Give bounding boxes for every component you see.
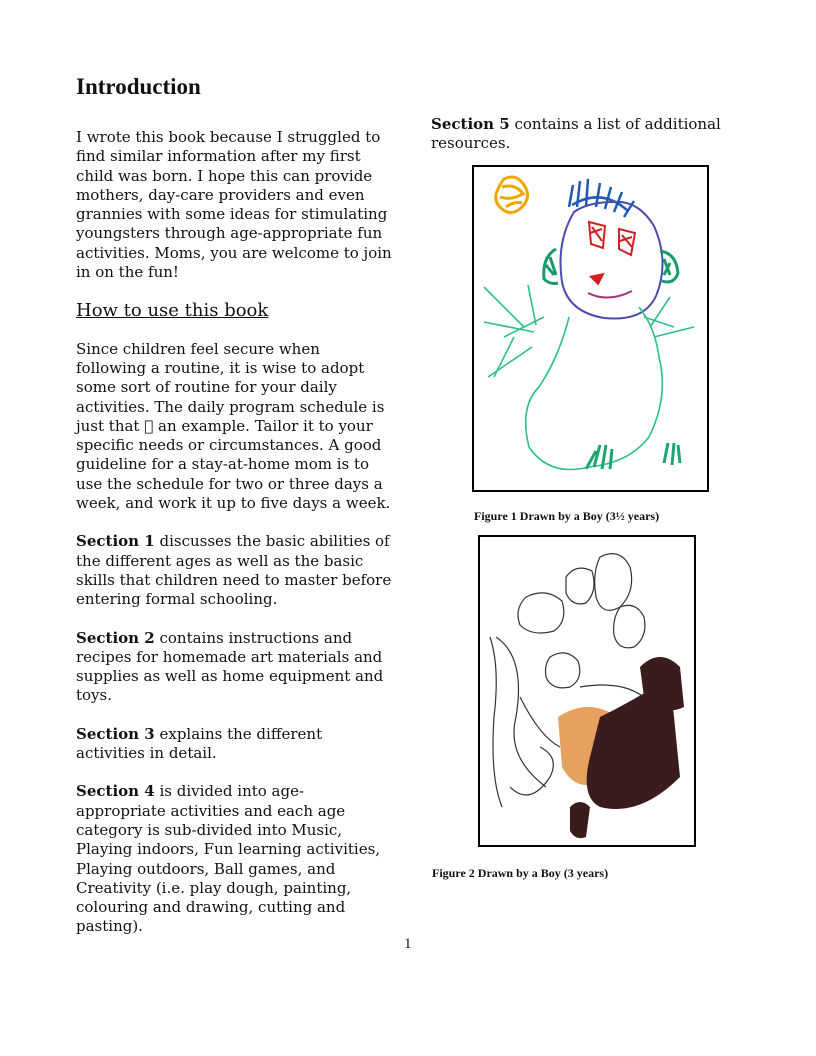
figure-2-illustration <box>480 537 694 845</box>
section-3-paragraph <box>76 725 392 764</box>
section-1-text: discusses the basic abilities of the different ages as well as the basic skills that children need to master before entering formal schooling. <box>76 532 392 609</box>
section-1-paragraph <box>76 532 392 609</box>
sun-scribble <box>496 177 528 213</box>
figure-1-drawing <box>472 165 709 492</box>
right-column-intro <box>431 115 731 154</box>
section-4-text: is divided into age-appropriate activities and each age category is sub-divided into Music, Playing indoors, Fun learning activities, Playing outdoors, Ball games, and Creativity (i.e. play dough, painting, colouring and drawing, cutting and pasting). <box>76 782 381 936</box>
page-title: Introduction <box>76 74 201 99</box>
figure-2-drawing <box>478 535 696 847</box>
hair-scribble <box>569 179 634 217</box>
routine-paragraph: Since children feel secure when following a routine, it is wise to adopt some sort of routine for your daily activities. The daily program schedule is just that an example. Tailor it to your specific needs or circumstances. A good guideline for a stay-at-home mom is to use the schedule for two or three days a week, and work it up to five days a week. <box>76 339 391 513</box>
figure-2-caption: Figure 2 Drawn by a Boy (3 years) <box>432 866 609 880</box>
mouth-line <box>588 291 632 298</box>
section-3-text: explains the different activities in detail. <box>76 724 323 763</box>
figure-1-caption: Figure 1 Drawn by a Boy (3½ years) <box>474 509 660 523</box>
section-4-paragraph <box>76 782 392 936</box>
section-5-paragraph <box>431 115 731 154</box>
brown-scribble-foot <box>570 802 590 838</box>
section-1-label: Section 1 <box>76 532 155 551</box>
how-to-use-heading: How to use this book <box>76 300 269 322</box>
left-column <box>76 128 392 937</box>
section-4-label: Section 4 <box>76 782 155 801</box>
page-number: 1 <box>404 936 412 952</box>
section-2-label: Section 2 <box>76 628 155 647</box>
head-outline <box>561 202 663 319</box>
intro-paragraph: I wrote this book because I struggled to find similar information after my first child was born. I hope this can provide mothers, day-care providers and even grannies with some ideas for stimulating youngsters through age-appropriate fun activities. Moms, you are welcome to join in on the fun! <box>76 128 392 282</box>
nose-scribble <box>592 275 602 283</box>
figure-1-illustration <box>474 167 707 490</box>
section-5-text: contains a list of additional resources. <box>431 115 721 153</box>
section-5-label: Section 5 <box>431 115 510 133</box>
section-3-label: Section 3 <box>76 724 155 743</box>
ears-scribble <box>544 249 678 284</box>
body-outline <box>484 285 694 470</box>
section-2-paragraph <box>76 629 392 706</box>
eyes-scribble <box>589 222 635 255</box>
section-2-text: contains instructions and recipes for homemade art materials and supplies as well as home equipment and toys. <box>76 628 384 705</box>
